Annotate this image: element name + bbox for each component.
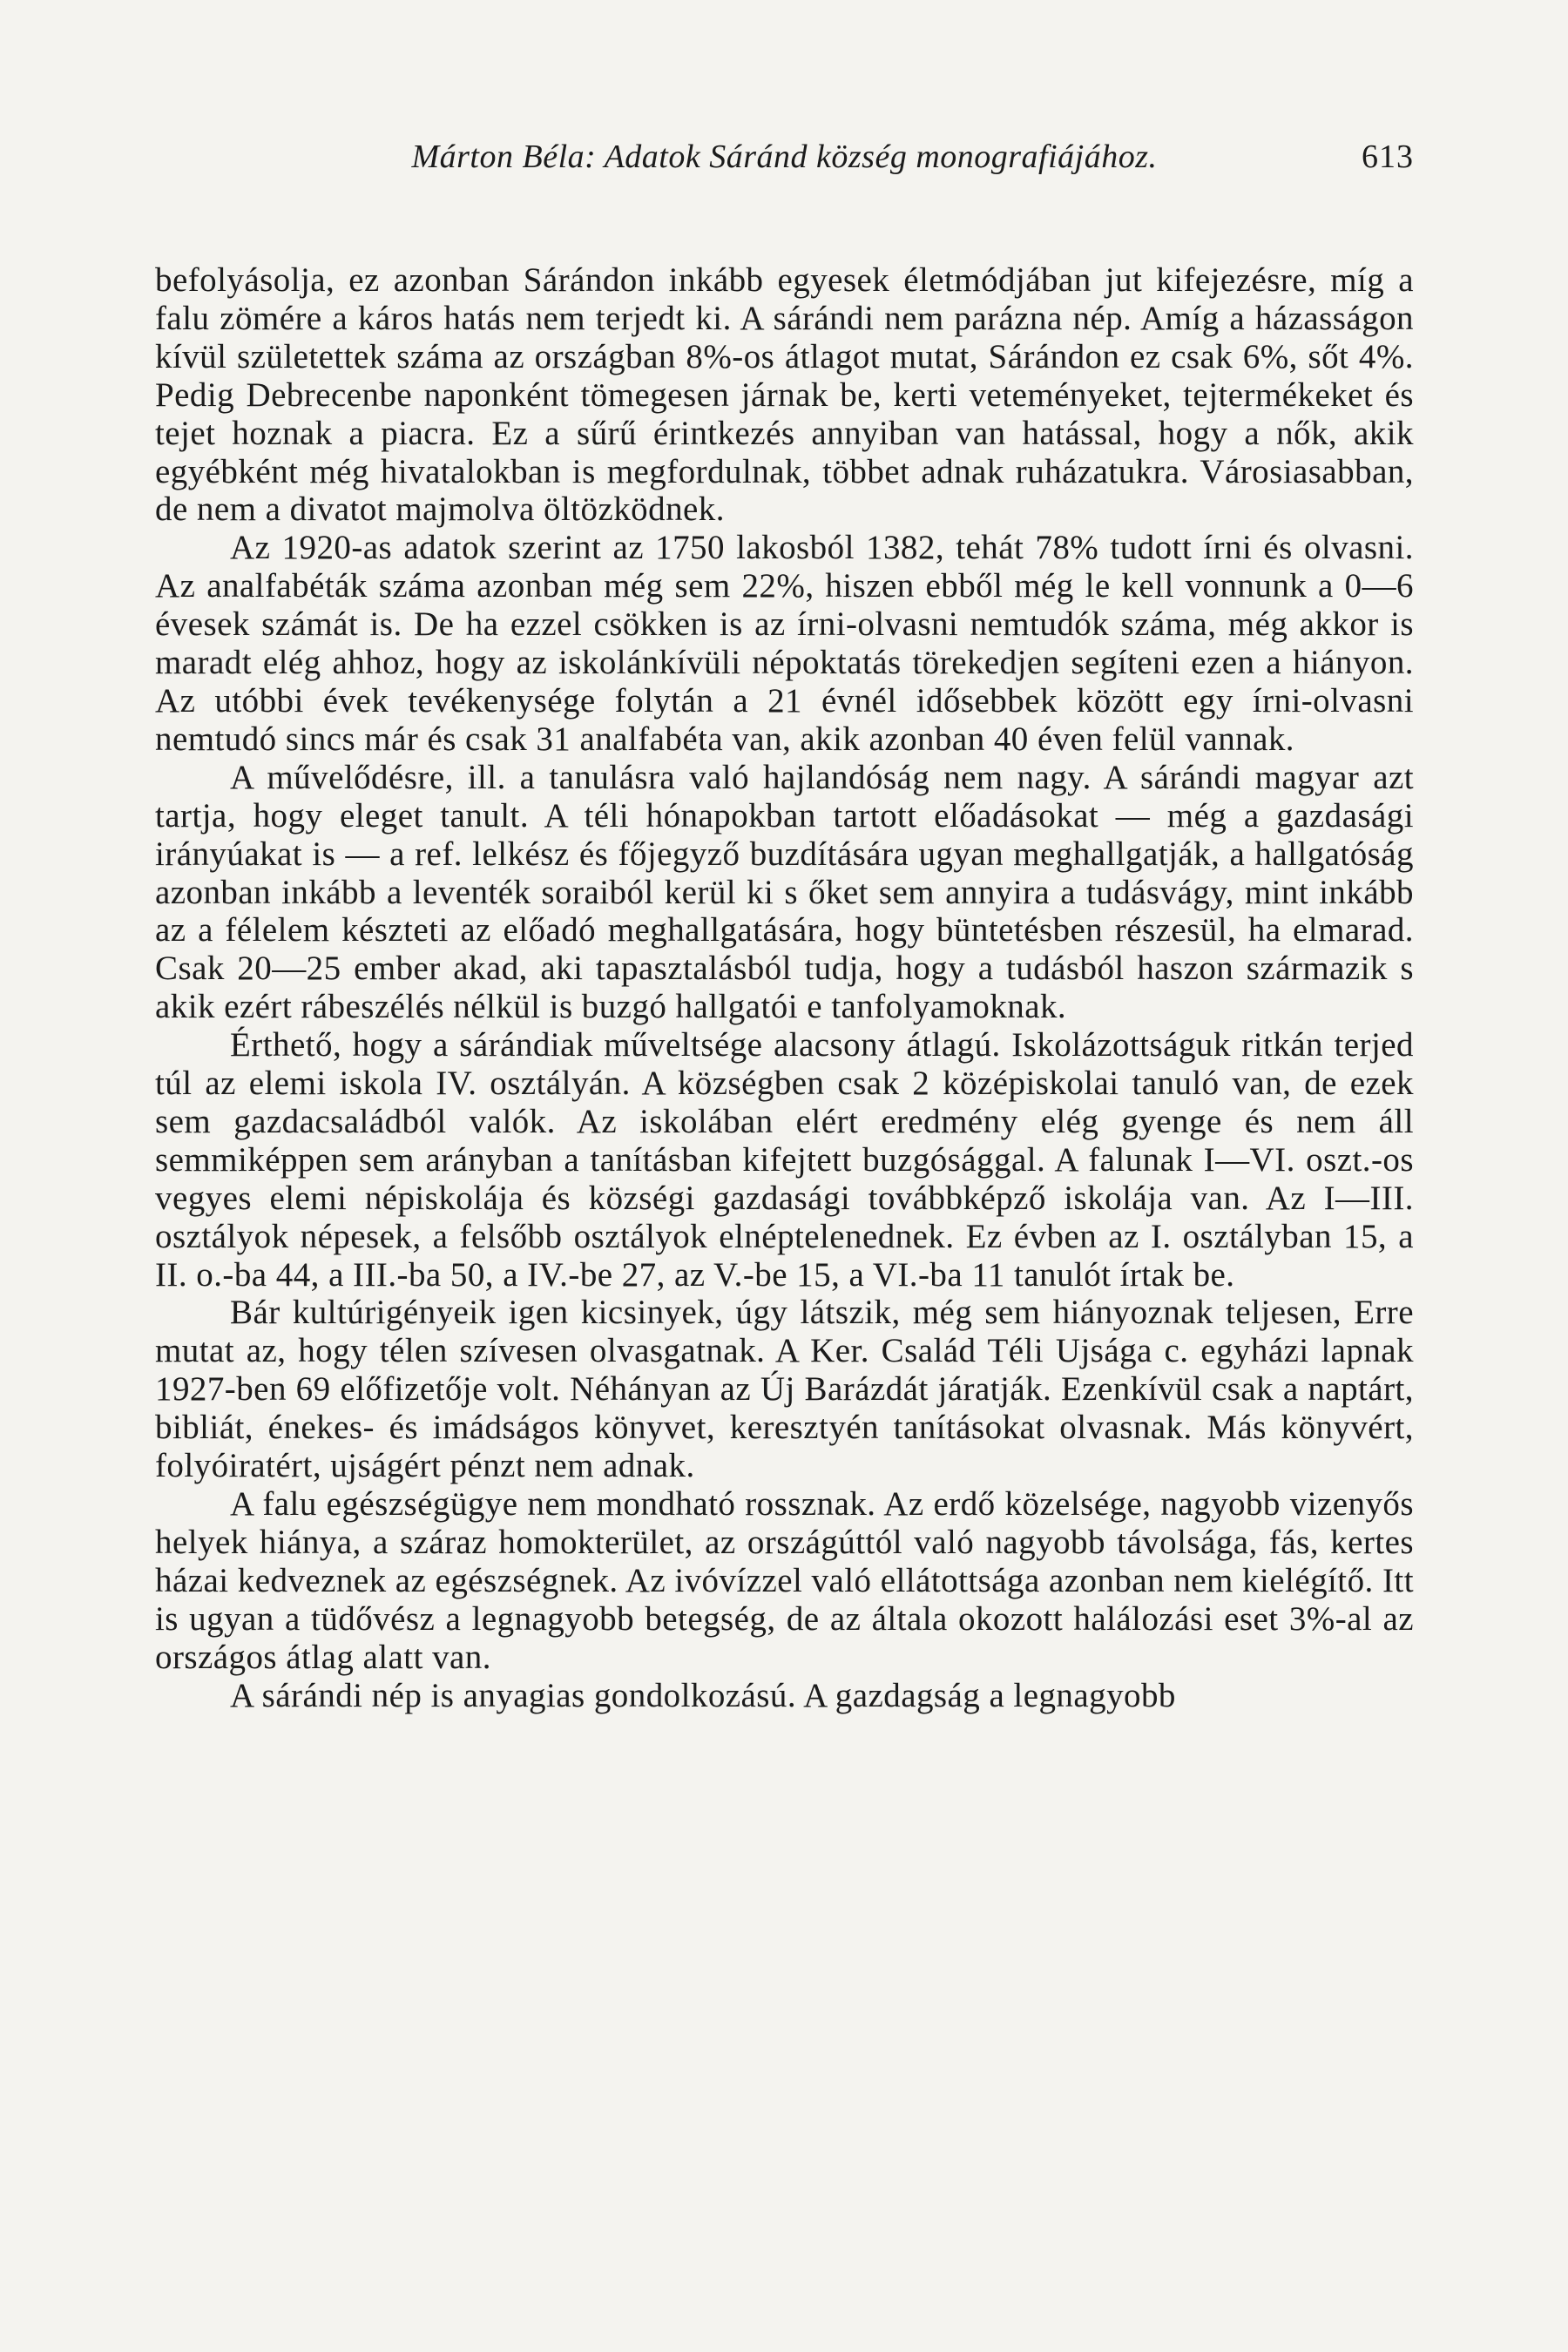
running-title: Márton Béla: Adatok Sáránd község monografiájához.: [411, 139, 1158, 175]
paragraph-education-willingness: A művelődésre, ill. a tanulásra való hajlandóság nem nagy. A sárándi magyar azt tartja, hogy eleget tanult. A téli hónapokban tartott előadásokat — még a gazdasági irányúakat is — a ref. lelkész és főjegyző buzdítására ugyan meghallgatják, a hallgatóság azonban inkább a leventék soraiból kerül ki s őket sem annyira a tudásvágy, mint inkább az a félelem készteti az előadó meghallgatására, hogy büntetésben részesül, ha elmarad. Csak 20—25 ember akad, aki tapasztalásból tudja, hogy a tudásból haszon származik s akik ezért rábeszélés nélkül is buzgó hallgatói e tanfolyamoknak.: [155, 758, 1414, 1026]
paragraph-materialism: A sárándi nép is anyagias gondolkozású. A gazdagság a legnagyobb: [230, 1676, 1176, 1714]
paragraph-schooling: Érthető, hogy a sárándiak műveltsége alacsony átlagú. Iskolázottságuk ritkán terjed túl az elemi iskola IV. osztályán. A községben csak 2 középiskolai tanuló van, de ezek sem gazdacsaládból valók. Az iskolában elért eredmény elég gyenge és nem áll semmiképpen sem arányban a tanításban kifejtett buzgósággal. A falunak I—VI. oszt.-os vegyes elemi népiskolája és községi gazdasági továbbképző iskolája van. Az I—III. osztályok népesek, a felsőbb osztályok elnéptelenednek. Ez évben az I. osztályban 15, a II. o.-ba 44, a III.-ba 50, a IV.-be 27, az V.-be 15, a VI.-ba 11 tanulót írtak be.: [155, 1026, 1414, 1294]
paragraph-health: A falu egészségügye nem mondható rossznak. Az erdő közelsége, nagyobb vizenyős helyek hiánya, a száraz homokterület, az országúttól való nagyobb távolsága, fás, kertes házai kedveznek az egészségnek. Az ivóvízzel való ellátottsága azonban nem kielégítő. Itt is ugyan a tüdővész a legnagyobb betegség, de az általa okozott halálozási eset 3%-al az országos átlag alatt van.: [155, 1485, 1414, 1676]
paragraph-literacy: Az 1920-as adatok szerint az 1750 lakosból 1382, tehát 78% tudott írni és olvasni. Az analfabéták száma azonban még sem 22%, hiszen ebből még le kell vonnunk a 0—6 évesek számát is. De ha ezzel csökken is az írni-olvasni nemtudók száma, még akkor is maradt elég ahhoz, hogy az iskolánkívüli népoktatás törekedjen segíteni ezen a hiányon. Az utóbbi évek tevékenysége folytán a 21 évnél idősebbek között egy írni-olvasni nemtudó sincs már és csak 31 analfabéta van, akik azonban 40 éven felül vannak.: [155, 529, 1414, 758]
page-number: 613: [1362, 139, 1414, 175]
paragraph-continued: befolyásolja, ez azonban Sárándon inkább egyesek életmódjában jut kifejezésre, míg a falu zömére a káros hatás nem terjedt ki. A sárándi nem parázna nép. Amíg a házasságon kívül születettek száma az országban 8%-os átlagot mutat, Sárándon ez csak 6%, sőt 4%. Pedig Debrecenbe naponként tömegesen járnak be, kerti veteményeket, tejtermékeket és tejet hoznak a piacra. Ez a sűrű érintkezés annyiban van hatással, hogy a nők, akik egyébként még hivatalokban is megfordulnak, többet adnak ruházatukra. Városiasabban, de nem a divatot majmolva öltözködnek.: [155, 261, 1414, 529]
paragraph-reading-habits: Bár kultúrigényeik igen kicsinyek, úgy látszik, még sem hiányoznak teljesen, Erre mutat az, hogy télen szívesen olvasgatnak. A Ker. Család Téli Ujsága c. egyházi lapnak 1927-ben 69 előfizetője volt. Néhányan az Új Barázdát járatják. Ezenkívül csak a naptárt, bibliát, énekes- és imádságos könyvet, keresztyén tanításokat olvasnak. Más könyvért, folyóiratért, ujságért pénzt nem adnak.: [155, 1294, 1414, 1485]
page-header: [155, 138, 1414, 190]
body-text: [155, 261, 1414, 1714]
